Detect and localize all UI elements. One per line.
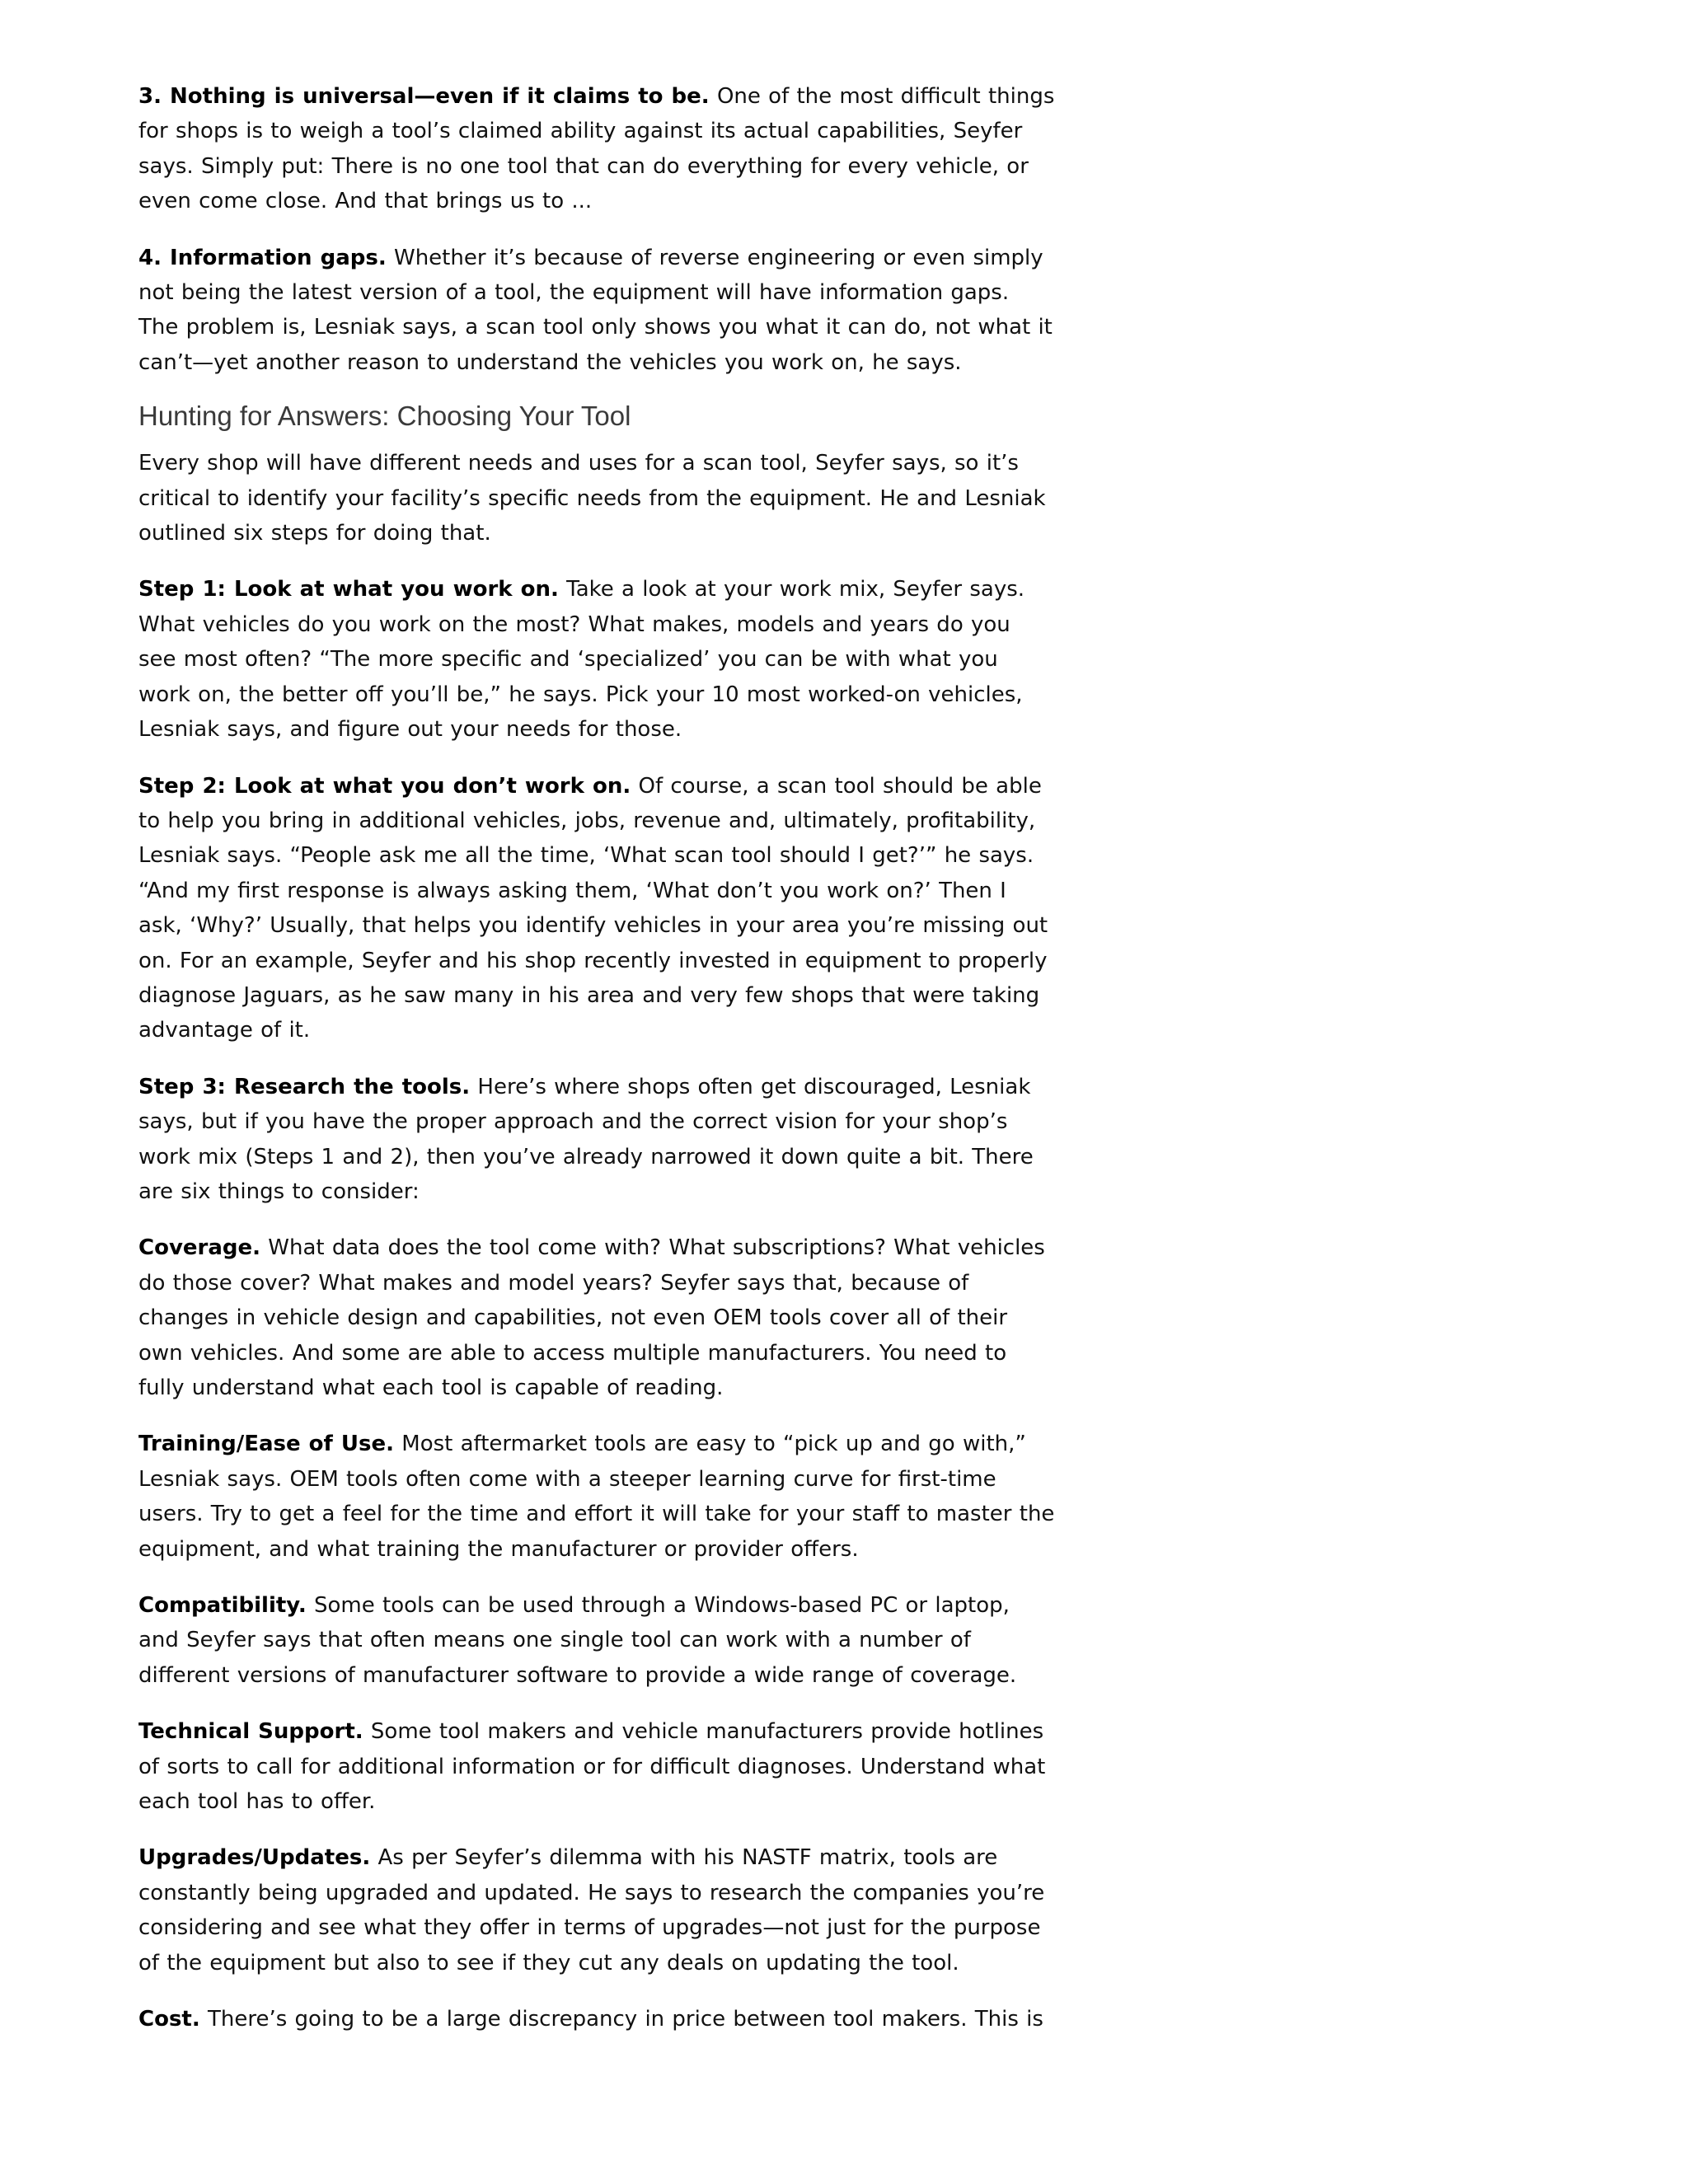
paragraph-lead: Training/Ease of Use. bbox=[138, 1432, 394, 1457]
paragraph-text: One of the most difficult things for shops is to weigh a tool’s claimed ability against its actual capabilities, Seyfer says. Simply put: There is no one tool that can do everything for every vehicle, or even come close. And that brings us to ... bbox=[138, 84, 1055, 214]
paragraph-lead: Step 2: Look at what you don’t work on. bbox=[138, 773, 631, 799]
paragraph-text: What data does the tool come with? What subscriptions? What vehicles do those cover? What makes and model years? Seyfer says that, because of changes in vehicle design and capabilities, not even OEM tools cover all of their own vehicles. And some are able to access multiple manufacturers. You need to fully understand what each tool is capable of reading. bbox=[138, 1235, 1045, 1400]
paragraph-technical-support bbox=[138, 1714, 1055, 1819]
paragraph-lead: Step 3: Research the tools. bbox=[138, 1074, 471, 1099]
paragraph-text: Here’s where shops often get discouraged, Lesniak says, but if you have the proper approach and the correct vision for your shop’s work mix (Steps 1 and 2), then you’ve already narrowed it down quite a bit. There are six things to consider: bbox=[138, 1074, 1034, 1204]
paragraph-compatibility bbox=[138, 1588, 1055, 1693]
paragraph-lead: Cost. bbox=[138, 2007, 200, 2032]
paragraph-lead: Coverage. bbox=[138, 1235, 261, 1261]
paragraph-cost bbox=[138, 2002, 1055, 2036]
paragraph-step-1 bbox=[138, 572, 1055, 747]
paragraph-text: Take a look at your work mix, Seyfer says. What vehicles do you work on the most? What makes, models and years do you see most often? “The more specific and ‘specialized’ you can be with what you work on, the better off you’ll be,” he says. Pick your 10 most worked-on vehicles, Lesniak says, and figure out your needs for those. bbox=[138, 577, 1025, 743]
paragraph-coverage bbox=[138, 1230, 1055, 1405]
paragraph-lead: Technical Support. bbox=[138, 1719, 363, 1745]
paragraph-information-gaps bbox=[138, 241, 1055, 381]
paragraph-lead: 4. Information gaps. bbox=[138, 245, 387, 270]
paragraph-text: As per Seyfer’s dilemma with his NASTF matrix, tools are constantly being upgraded and updated. He says to research the companies you’re considering and see what they offer in terms of upgrades—not just for the purpose of the equipment but also to see if they cut any deals on updating the tool. bbox=[138, 1845, 1045, 1975]
paragraph-lead: Compatibility. bbox=[138, 1593, 307, 1619]
article-page bbox=[138, 79, 1055, 2059]
paragraph-step-3 bbox=[138, 1070, 1055, 1210]
paragraph-text: Most aftermarket tools are easy to “pick up and go with,” Lesniak says. OEM tools often come with a steeper learning curve for first-time users. Try to get a feel for the time and effort it will take for your staff to master the equipment, and what training the manufacturer or provider offers. bbox=[138, 1432, 1055, 1562]
paragraph-lead: 3. Nothing is universal—even if it claims to be. bbox=[138, 84, 710, 109]
paragraph-step-2 bbox=[138, 769, 1055, 1048]
paragraph-upgrades bbox=[138, 1840, 1055, 1980]
paragraph-text: Of course, a scan tool should be able to help you bring in additional vehicles, jobs, revenue and, ultimately, profitability, Lesniak says. “People ask me all the time, ‘What scan tool should I get?’” he says. “And my first response is always asking them, ‘What don’t you work on?’ Then I ask, ‘Why?’ Usually, that helps you identify vehicles in your area you’re missing out on. For an example, Seyfer and his shop recently invested in equipment to properly diagnose Jaguars, as he saw many in his area and very few shops that were taking advantage of it. bbox=[138, 773, 1048, 1043]
paragraph-training bbox=[138, 1427, 1055, 1567]
paragraph-lead: Upgrades/Updates. bbox=[138, 1845, 371, 1871]
section-heading: Hunting for Answers: Choosing Your Tool bbox=[138, 401, 631, 432]
paragraph-text: Whether it’s because of reverse engineering or even simply not being the latest version of a tool, the equipment will have information gaps. The problem is, Lesniak says, a scan tool only shows you what it can do, not what it can’t—yet another reason to understand the vehicles you work on, he says. bbox=[138, 245, 1053, 375]
paragraph-lead: Step 1: Look at what you work on. bbox=[138, 577, 559, 602]
paragraph-text: There’s going to be a large discrepancy in price between tool makers. This is bbox=[199, 2007, 1043, 2032]
paragraph-nothing-universal bbox=[138, 79, 1055, 219]
paragraph-intro: Every shop will have different needs and uses for a scan tool, Seyfer says, so it’s critical to identify your facility’s specific needs from the equipment. He and Lesniak outlined six steps for doing that. bbox=[138, 451, 1046, 546]
paragraph-text: Some tool makers and vehicle manufacturers provide hotlines of sorts to call for additional information or for difficult diagnoses. Understand what each tool has to offer. bbox=[138, 1719, 1046, 1815]
paragraph-text: Some tools can be used through a Windows-based PC or laptop, and Seyfer says that often means one single tool can work with a number of different versions of manufacturer software to provide a wide range of coverage. bbox=[138, 1593, 1017, 1688]
